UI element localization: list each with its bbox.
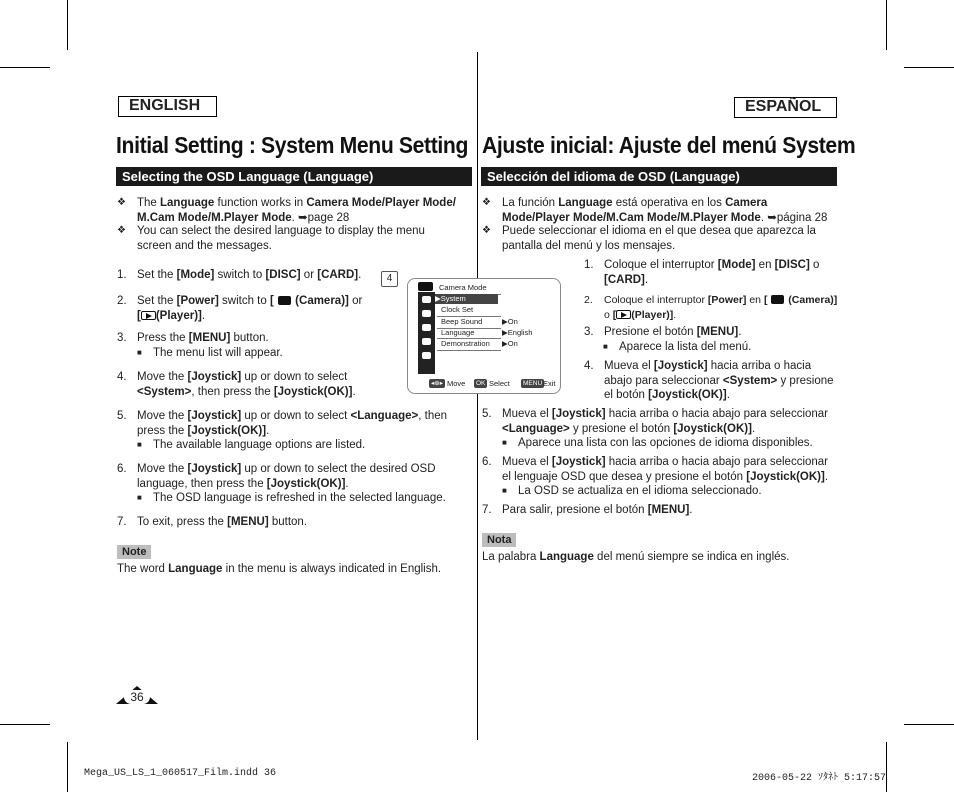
osd-item-clock[interactable]: Clock Set: [441, 305, 474, 314]
square-bullet-icon: ■: [603, 342, 608, 351]
square-bullet-icon: ■: [502, 438, 507, 447]
page-title-spanish: Ajuste inicial: Ajuste del menú System: [482, 132, 856, 158]
nota-label: Nota: [482, 533, 516, 547]
crop-mark: [0, 67, 50, 68]
camera-mode-icon: [418, 282, 433, 291]
crop-mark: [67, 742, 68, 792]
note-label: Note: [117, 545, 151, 559]
osd-item-language[interactable]: Language: [441, 328, 475, 337]
joystick-move-icon: ◂⊕▸: [431, 380, 443, 387]
player-icon: [616, 310, 631, 319]
clock-icon: [422, 324, 431, 331]
square-bullet-icon: ■: [137, 348, 142, 357]
osd-icon-column: [418, 292, 435, 374]
osd-header: Camera Mode: [439, 283, 487, 292]
ok-button-icon: OK: [476, 380, 486, 387]
photo-icon: [422, 310, 431, 317]
camera-icon: [278, 296, 291, 305]
camera-icon: [771, 295, 784, 304]
tv-icon: [422, 338, 431, 345]
osd-value-language: ▶English: [502, 328, 533, 337]
english-label: ENGLISH: [118, 96, 217, 117]
square-bullet-icon: ■: [502, 486, 507, 495]
osd-item-demonstration[interactable]: Demonstration: [441, 339, 490, 348]
osd-menu-screen: [407, 278, 561, 394]
section-header-english: Selecting the OSD Language (Language): [116, 167, 472, 186]
record-icon: [422, 296, 431, 303]
gear-icon: [422, 352, 431, 359]
crop-mark: [904, 67, 954, 68]
diamond-bullet-icon: ❖: [117, 225, 126, 236]
osd-exit-label: Exit: [543, 379, 556, 388]
page-title-english: Initial Setting : System Menu Setting: [116, 132, 469, 158]
crop-mark: [904, 724, 954, 725]
diamond-bullet-icon: ❖: [117, 197, 126, 208]
osd-move-label: Move: [447, 379, 466, 388]
osd-value-demo: ▶On: [502, 339, 518, 348]
osd-step-number: 4: [381, 271, 398, 287]
column-divider: [477, 52, 478, 740]
page-number: 36: [124, 690, 150, 704]
diamond-bullet-icon: ❖: [482, 197, 491, 208]
footer-filename: Mega_US_LS_1_060517_Film.indd 36: [84, 768, 277, 779]
note-text: The word Language in the menu is always indicated in English.: [117, 563, 442, 575]
crop-mark: [0, 724, 50, 725]
section-header-spanish: Selección del idioma de OSD (Language): [481, 167, 837, 186]
square-bullet-icon: ■: [137, 493, 142, 502]
player-icon: [141, 311, 156, 320]
menu-button-icon: MENU: [523, 380, 543, 387]
crop-mark: [886, 0, 887, 50]
osd-item-system[interactable]: ▶System: [435, 294, 498, 304]
nota-text: La palabra Language del menú siempre se indica en inglés.: [482, 551, 790, 563]
crop-mark: [67, 0, 68, 50]
osd-select-label: Select: [489, 379, 510, 388]
osd-item-beep[interactable]: Beep Sound: [441, 317, 483, 326]
crop-mark: [886, 742, 887, 792]
osd-value-beep: ▶On: [502, 317, 518, 326]
diamond-bullet-icon: ❖: [482, 225, 491, 236]
espanol-label: ESPAÑOL: [734, 97, 837, 118]
footer-timestamp: 2006-05-22 ｿﾀﾈﾄ 5:17:57: [752, 773, 887, 784]
square-bullet-icon: ■: [137, 440, 142, 449]
